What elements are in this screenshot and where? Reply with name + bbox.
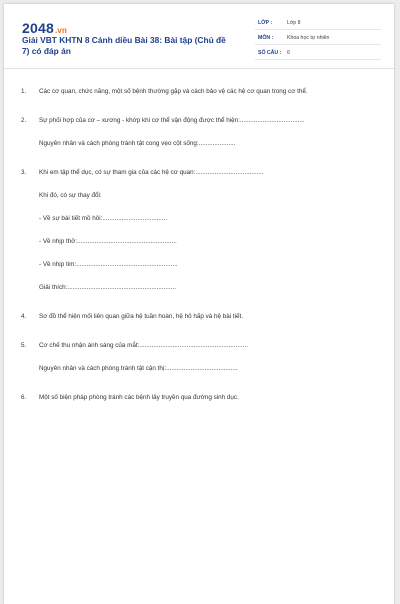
question-text: Sự phối hợp của cơ – xương - khớp khi cơ thể vận động được thể hiện:..................................... <box>39 117 305 124</box>
question-list <box>4 69 394 402</box>
question-text: Một số biện pháp phòng tránh các bệnh lây truyền qua đường sinh dục. <box>39 394 239 401</box>
question-number: 5. <box>21 342 27 349</box>
question-item <box>21 87 374 96</box>
question-item <box>21 393 374 402</box>
question-subline: Khi đó, có sự thay đổi: <box>39 192 102 199</box>
site-logo[interactable] <box>22 20 67 36</box>
question-text: Các cơ quan, chức năng, một số bệnh thường gặp và cách bảo vệ các hệ cơ quan trong cơ thể. <box>39 88 308 95</box>
question-number: 3. <box>21 169 27 176</box>
question-item <box>21 312 374 321</box>
meta-row-class <box>255 18 381 30</box>
question-number: 4. <box>21 313 27 320</box>
document-page <box>4 4 394 604</box>
meta-row-count <box>255 48 381 60</box>
question-number: 6. <box>21 394 27 401</box>
document-header <box>4 4 394 69</box>
meta-key: LỚP : <box>258 20 273 26</box>
question-number: 2. <box>21 117 27 124</box>
question-subline: Nguyên nhân và cách phòng tránh tật cận thị:......................................... <box>39 365 238 372</box>
meta-value: 6 <box>287 50 290 56</box>
document-title: Giải VBT KHTN 8 Cánh diều Bài 38: Bài tập (Chủ đề 7) có đáp án <box>22 35 226 56</box>
question-item <box>21 116 374 125</box>
meta-key: MÔN : <box>258 35 274 41</box>
meta-value: Lớp 8 <box>287 20 301 26</box>
question-subline: - Về sự bài tiết mồ hôi:..................................... <box>39 215 168 222</box>
question-text: Sơ đồ thể hiện mối liên quan giữa hệ tuần hoàn, hệ hô hấp và hệ bài tiết. <box>39 313 244 320</box>
question-subline: - Về nhịp tim:.......................................................... <box>39 261 178 268</box>
document-meta <box>255 18 381 63</box>
question-item <box>21 168 374 177</box>
question-text: Cơ chế thu nhận ánh sáng của mắt:.............................................................. <box>39 342 248 349</box>
question-subline: - Về nhịp thở:......................................................... <box>39 238 177 245</box>
question-subline: Giải thích:.............................................................. <box>39 284 176 291</box>
question-text: Khi em tập thể dục, có sự tham gia của các hệ cơ quan:....................................... <box>39 169 264 176</box>
question-item <box>21 341 374 350</box>
question-number: 1. <box>21 88 27 95</box>
meta-key: SỐ CÂU : <box>258 50 282 56</box>
logo-main: 2048 <box>22 20 54 36</box>
meta-row-subject <box>255 33 381 45</box>
logo-suffix: .vn <box>54 26 68 35</box>
question-subline: Nguyên nhân và cách phòng tránh tật cong vẹo cột sống:..................... <box>39 140 236 147</box>
meta-value: Khoa học tự nhiên <box>287 35 330 41</box>
